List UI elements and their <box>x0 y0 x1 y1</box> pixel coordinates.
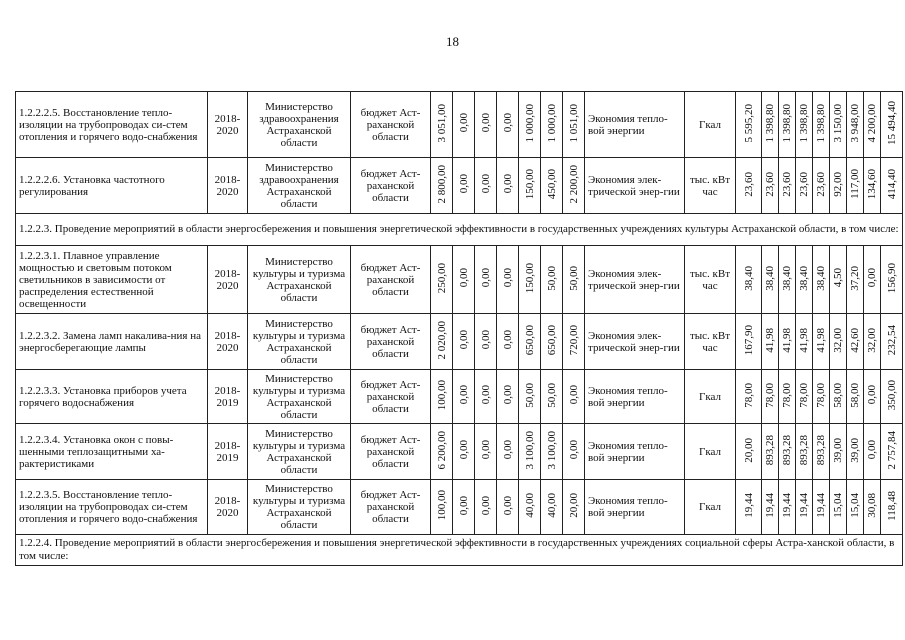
indicator-value-cell <box>864 246 881 314</box>
funding-value-cell <box>431 246 453 314</box>
funding-value-cell <box>475 246 497 314</box>
indicator-value-cell-value: 232,54 <box>885 324 898 356</box>
funding-value-cell-value: 650,00 <box>523 324 536 356</box>
page-number: 18 <box>446 34 459 49</box>
years-cell: 2018-2020 <box>208 314 248 370</box>
years-cell: 2018-2020 <box>208 92 248 158</box>
funding-value-cell <box>453 246 475 314</box>
funding-value-cell-value: 0,00 <box>501 113 514 133</box>
indicator-value-cell <box>736 370 762 424</box>
funding-value-cell-value: 3 051,00 <box>435 103 448 143</box>
indicator-cell: Экономия элек-трической энер-гии <box>585 246 685 314</box>
indicator-value-cell <box>736 92 762 158</box>
funding-value-cell-value: 2 020,00 <box>435 320 448 360</box>
funding-value-cell <box>519 424 541 480</box>
indicator-value-cell <box>736 424 762 480</box>
section-title: 1.2.2.3. Проведение мероприятий в области энергосбережения и повышения энергетической эффективности в государственных учреждениях культуры Астраханской области, в том числе: <box>16 214 903 246</box>
years-cell: 2018-2019 <box>208 424 248 480</box>
funding-value-cell-value: 2 800,00 <box>435 164 448 204</box>
executor-cell: Министерство здравоохранения Астраханской области <box>248 158 351 214</box>
indicator-value-cell <box>779 246 796 314</box>
indicator-value-cell <box>779 370 796 424</box>
years-cell: 2018-2020 <box>208 480 248 535</box>
indicator-value-cell-value: 78,00 <box>798 382 810 408</box>
indicator-value-cell-value: 19,44 <box>764 493 776 518</box>
indicator-value-cell-value: 20,00 <box>742 437 755 463</box>
funding-value-cell <box>563 480 585 535</box>
funding-value-cell-value: 0,00 <box>457 268 470 288</box>
executor-cell: Министерство культуры и туризма Астраханской области <box>248 246 351 314</box>
funding-value-cell-value: 20,00 <box>567 493 580 518</box>
funding-value-cell <box>497 246 519 314</box>
indicator-value-cell <box>813 246 830 314</box>
years-cell: 2018-2020 <box>208 158 248 214</box>
funding-value-cell-value: 50,00 <box>523 382 536 408</box>
unit-cell: Гкал <box>685 370 736 424</box>
funding-value-cell <box>519 92 541 158</box>
funding-value-cell <box>475 92 497 158</box>
funding-value-cell <box>519 480 541 535</box>
funding-value-cell-value: 0,00 <box>479 330 492 350</box>
indicator-value-cell-value: 2 757,84 <box>885 430 898 470</box>
unit-cell: тыс. кВт час <box>685 314 736 370</box>
indicator-value-cell <box>830 424 847 480</box>
indicator-value-cell <box>813 370 830 424</box>
indicator-value-cell <box>736 480 762 535</box>
indicator-value-cell <box>796 92 813 158</box>
indicator-value-cell-value: 414,40 <box>885 168 898 200</box>
funding-value-cell-value: 1 000,00 <box>523 103 536 143</box>
indicator-value-cell-value: 893,28 <box>781 434 793 466</box>
indicator-value-cell <box>779 314 796 370</box>
funding-source-cell: бюджет Аст-раханской области <box>351 158 431 214</box>
unit-cell: Гкал <box>685 424 736 480</box>
funding-value-cell <box>475 480 497 535</box>
indicator-value-cell <box>796 314 813 370</box>
funding-value-cell <box>453 158 475 214</box>
funding-value-cell <box>431 370 453 424</box>
indicator-value-cell <box>847 370 864 424</box>
funding-value-cell-value: 0,00 <box>457 113 470 133</box>
funding-value-cell <box>475 314 497 370</box>
indicator-value-cell <box>813 314 830 370</box>
funding-value-cell <box>541 480 563 535</box>
unit-cell: Гкал <box>685 92 736 158</box>
indicator-value-cell <box>796 246 813 314</box>
indicator-value-cell-value: 41,98 <box>815 327 827 353</box>
funding-value-cell-value: 450,00 <box>545 168 558 200</box>
funding-value-cell <box>475 370 497 424</box>
indicator-value-cell <box>830 158 847 214</box>
funding-value-cell <box>431 92 453 158</box>
indicator-value-cell-value: 30,08 <box>866 493 878 518</box>
indicator-value-cell-value: 37,20 <box>849 265 861 291</box>
indicator-value-cell-value: 19,44 <box>798 493 810 518</box>
indicator-value-cell-value: 19,44 <box>815 493 827 518</box>
indicator-value-cell <box>847 92 864 158</box>
funding-value-cell-value: 0,00 <box>479 174 492 194</box>
indicator-value-cell-value: 0,00 <box>866 268 878 288</box>
indicator-value-cell <box>864 314 881 370</box>
funding-value-cell <box>453 92 475 158</box>
indicator-value-cell-value: 0,00 <box>866 385 878 405</box>
indicator-value-cell <box>779 158 796 214</box>
funding-value-cell <box>541 92 563 158</box>
measures-table <box>15 91 903 566</box>
funding-value-cell <box>541 158 563 214</box>
table-row <box>16 480 903 535</box>
funding-value-cell-value: 100,00 <box>435 490 448 521</box>
funding-value-cell-value: 0,00 <box>479 268 492 288</box>
funding-value-cell <box>519 246 541 314</box>
indicator-cell: Экономия элек-трической энер-гии <box>585 158 685 214</box>
funding-value-cell-value: 250,00 <box>435 262 448 294</box>
funding-value-cell <box>563 158 585 214</box>
indicator-value-cell-value: 15,04 <box>832 493 844 518</box>
indicator-value-cell <box>736 246 762 314</box>
funding-value-cell-value: 0,00 <box>479 495 492 516</box>
indicator-value-cell <box>796 480 813 535</box>
funding-value-cell-value: 0,00 <box>501 330 514 350</box>
indicator-value-cell-value: 23,60 <box>781 171 793 197</box>
indicator-value-cell <box>864 158 881 214</box>
indicator-value-cell-value: 1 398,80 <box>764 103 776 143</box>
indicator-cell: Экономия тепло-вой энергии <box>585 480 685 535</box>
funding-source-cell: бюджет Аст-раханской области <box>351 92 431 158</box>
indicator-value-cell-value: 41,98 <box>781 327 793 353</box>
indicator-value-cell <box>847 424 864 480</box>
indicator-value-cell-value: 39,00 <box>832 437 844 463</box>
indicator-value-cell-value: 92,00 <box>832 171 844 197</box>
indicator-value-cell-value: 23,60 <box>764 171 776 197</box>
table-row <box>16 158 903 214</box>
indicator-value-cell-value: 5 595,20 <box>742 103 755 143</box>
measure-name: 1.2.2.3.2. Замена ламп накалива-ния на энергосберегающие лампы <box>16 314 208 370</box>
funding-value-cell <box>453 480 475 535</box>
indicator-value-cell-value: 38,40 <box>764 265 776 291</box>
funding-value-cell <box>431 424 453 480</box>
funding-value-cell-value: 0,00 <box>501 385 514 405</box>
funding-value-cell <box>475 158 497 214</box>
indicator-value-cell-value: 134,60 <box>866 168 878 200</box>
indicator-value-cell-value: 167,90 <box>742 324 755 356</box>
indicator-value-cell-value: 38,40 <box>815 265 827 291</box>
indicator-value-cell-value: 350,00 <box>885 379 898 411</box>
measure-name: 1.2.2.2.5. Восстановление тепло-изоляции на трубопроводах си-стем отопления и горячего водо-снабжения <box>16 92 208 158</box>
indicator-cell: Экономия тепло-вой энергии <box>585 424 685 480</box>
indicator-cell: Экономия элек-трической энер-гии <box>585 314 685 370</box>
executor-cell: Министерство культуры и туризма Астраханской области <box>248 480 351 535</box>
indicator-value-cell <box>864 370 881 424</box>
funding-value-cell <box>563 246 585 314</box>
indicator-value-cell <box>813 92 830 158</box>
measure-name: 1.2.2.3.1. Плавное управление мощностью и световым потоком светильников в зависимости от распределения естественной освещенности <box>16 246 208 314</box>
funding-value-cell-value: 0,00 <box>479 113 492 133</box>
indicator-value-cell <box>864 480 881 535</box>
funding-value-cell <box>519 370 541 424</box>
years-cell: 2018-2019 <box>208 370 248 424</box>
indicator-value-cell-value: 4,50 <box>832 268 844 288</box>
indicator-value-cell-value: 23,60 <box>815 171 827 197</box>
indicator-value-cell-value: 893,28 <box>798 434 810 466</box>
indicator-value-cell <box>881 246 903 314</box>
indicator-value-cell <box>864 92 881 158</box>
funding-value-cell <box>497 480 519 535</box>
funding-value-cell-value: 0,00 <box>457 440 470 460</box>
indicator-value-cell <box>881 370 903 424</box>
unit-cell: тыс. кВт час <box>685 246 736 314</box>
funding-source-cell: бюджет Аст-раханской области <box>351 246 431 314</box>
funding-value-cell-value: 6 200,00 <box>435 430 448 470</box>
indicator-value-cell-value: 38,40 <box>798 265 810 291</box>
funding-value-cell <box>497 314 519 370</box>
funding-value-cell <box>563 370 585 424</box>
funding-value-cell <box>563 92 585 158</box>
executor-cell: Министерство культуры и туризма Астраханской области <box>248 424 351 480</box>
funding-value-cell <box>453 370 475 424</box>
indicator-value-cell-value: 32,00 <box>832 327 844 353</box>
funding-value-cell-value: 0,00 <box>501 440 514 460</box>
indicator-value-cell <box>762 424 779 480</box>
section-title: 1.2.2.4. Проведение мероприятий в области энергосбережения и повышения энергетической эффективности в государственных учреждениях социальной сферы Астра-ханской области, в том числе: <box>16 535 903 566</box>
indicator-value-cell <box>796 370 813 424</box>
funding-value-cell-value: 0,00 <box>457 385 470 405</box>
funding-value-cell <box>453 424 475 480</box>
funding-value-cell <box>497 424 519 480</box>
executor-cell: Министерство культуры и туризма Астраханской области <box>248 370 351 424</box>
indicator-value-cell-value: 58,00 <box>849 382 861 408</box>
indicator-value-cell <box>762 370 779 424</box>
table-row <box>16 314 903 370</box>
indicator-value-cell-value: 1 398,80 <box>798 103 810 143</box>
funding-value-cell-value: 3 100,00 <box>545 430 558 470</box>
funding-source-cell: бюджет Аст-раханской области <box>351 370 431 424</box>
funding-value-cell <box>519 158 541 214</box>
indicator-value-cell-value: 1 398,80 <box>815 103 827 143</box>
indicator-value-cell <box>762 314 779 370</box>
indicator-value-cell-value: 19,44 <box>781 493 793 518</box>
measure-name: 1.2.2.2.6. Установка частотного регулирования <box>16 158 208 214</box>
indicator-cell: Экономия тепло-вой энергии <box>585 370 685 424</box>
indicator-value-cell <box>762 480 779 535</box>
funding-value-cell-value: 720,00 <box>567 324 580 356</box>
indicator-value-cell <box>847 480 864 535</box>
funding-value-cell-value: 650,00 <box>545 324 558 356</box>
funding-value-cell-value: 1 000,00 <box>545 103 558 143</box>
measure-name: 1.2.2.3.3. Установка приборов учета горячего водоснабжения <box>16 370 208 424</box>
funding-value-cell <box>541 314 563 370</box>
indicator-value-cell-value: 893,28 <box>815 434 827 466</box>
indicator-value-cell-value: 42,60 <box>849 327 861 353</box>
indicator-value-cell-value: 23,60 <box>798 171 810 197</box>
unit-cell: Гкал <box>685 480 736 535</box>
section-row <box>16 535 903 566</box>
indicator-value-cell <box>813 424 830 480</box>
funding-value-cell-value: 50,00 <box>567 265 580 291</box>
indicator-value-cell <box>847 158 864 214</box>
indicator-value-cell <box>881 480 903 535</box>
indicator-value-cell <box>830 370 847 424</box>
indicator-value-cell-value: 19,44 <box>742 493 755 518</box>
table-row <box>16 92 903 158</box>
funding-value-cell-value: 0,00 <box>501 268 514 288</box>
funding-value-cell-value: 0,00 <box>457 495 470 516</box>
funding-value-cell <box>541 424 563 480</box>
funding-value-cell-value: 50,00 <box>545 382 558 408</box>
section-row <box>16 214 903 246</box>
indicator-value-cell-value: 39,00 <box>849 437 861 463</box>
executor-cell: Министерство здравоохранения Астраханской области <box>248 92 351 158</box>
indicator-value-cell <box>830 246 847 314</box>
funding-value-cell-value: 1 051,00 <box>567 103 580 143</box>
funding-value-cell <box>541 370 563 424</box>
funding-source-cell: бюджет Аст-раханской области <box>351 314 431 370</box>
indicator-value-cell <box>762 158 779 214</box>
indicator-value-cell <box>736 158 762 214</box>
measure-name: 1.2.2.3.4. Установка окон с повы-шенными теплозащитными ха-рактеристиками <box>16 424 208 480</box>
table-row <box>16 424 903 480</box>
funding-value-cell-value: 150,00 <box>523 262 536 294</box>
funding-value-cell <box>563 424 585 480</box>
indicator-value-cell-value: 78,00 <box>781 382 793 408</box>
funding-value-cell-value: 50,00 <box>545 265 558 291</box>
funding-value-cell-value: 0,00 <box>567 385 580 405</box>
indicator-value-cell-value: 58,00 <box>832 382 844 408</box>
indicator-value-cell-value: 893,28 <box>764 434 776 466</box>
indicator-value-cell-value: 23,60 <box>742 171 755 197</box>
funding-value-cell <box>497 92 519 158</box>
indicator-value-cell-value: 0,00 <box>866 440 878 460</box>
indicator-value-cell <box>779 92 796 158</box>
indicator-value-cell-value: 156,90 <box>885 262 898 294</box>
executor-cell: Министерство культуры и туризма Астраханской области <box>248 314 351 370</box>
indicator-value-cell-value: 4 200,00 <box>866 103 878 143</box>
indicator-value-cell <box>881 314 903 370</box>
unit-cell: тыс. кВт час <box>685 158 736 214</box>
funding-value-cell-value: 0,00 <box>479 385 492 405</box>
measure-name: 1.2.2.3.5. Восстановление тепло-изоляции на трубопроводах си-стем отопления и горячего водо-снабжения <box>16 480 208 535</box>
funding-value-cell-value: 0,00 <box>457 174 470 194</box>
indicator-value-cell-value: 41,98 <box>764 327 776 353</box>
indicator-value-cell-value: 15,04 <box>849 493 861 518</box>
indicator-value-cell-value: 1 398,80 <box>781 103 793 143</box>
indicator-value-cell-value: 3 150,00 <box>832 103 844 143</box>
funding-value-cell <box>497 158 519 214</box>
indicator-value-cell <box>762 246 779 314</box>
funding-value-cell <box>541 246 563 314</box>
indicator-value-cell-value: 78,00 <box>742 382 755 408</box>
funding-value-cell <box>431 480 453 535</box>
indicator-value-cell <box>813 480 830 535</box>
indicator-value-cell <box>881 158 903 214</box>
indicator-value-cell <box>847 314 864 370</box>
indicator-value-cell <box>864 424 881 480</box>
indicator-value-cell-value: 117,00 <box>849 169 861 199</box>
indicator-value-cell-value: 38,40 <box>781 265 793 291</box>
indicator-value-cell <box>736 314 762 370</box>
funding-value-cell <box>563 314 585 370</box>
funding-value-cell-value: 0,00 <box>501 495 514 516</box>
funding-value-cell-value: 2 200,00 <box>567 164 580 204</box>
indicator-value-cell <box>762 92 779 158</box>
funding-value-cell-value: 0,00 <box>457 330 470 350</box>
funding-value-cell-value: 40,00 <box>545 493 558 518</box>
indicator-value-cell <box>847 246 864 314</box>
indicator-value-cell-value: 41,98 <box>798 327 810 353</box>
funding-value-cell-value: 40,00 <box>523 493 536 518</box>
indicator-value-cell-value: 118,48 <box>885 490 898 521</box>
table-row <box>16 246 903 314</box>
funding-value-cell <box>497 370 519 424</box>
funding-value-cell-value: 100,00 <box>435 379 448 411</box>
indicator-value-cell-value: 38,40 <box>742 265 755 291</box>
funding-value-cell <box>431 158 453 214</box>
indicator-value-cell <box>830 314 847 370</box>
funding-value-cell <box>475 424 497 480</box>
funding-value-cell <box>431 314 453 370</box>
indicator-value-cell-value: 78,00 <box>815 382 827 408</box>
funding-value-cell-value: 150,00 <box>523 168 536 200</box>
indicator-value-cell-value: 78,00 <box>764 382 776 408</box>
indicator-cell: Экономия тепло-вой энергии <box>585 92 685 158</box>
indicator-value-cell <box>796 158 813 214</box>
funding-value-cell <box>519 314 541 370</box>
indicator-value-cell <box>881 424 903 480</box>
funding-value-cell-value: 0,00 <box>479 440 492 460</box>
years-cell: 2018-2020 <box>208 246 248 314</box>
indicator-value-cell-value: 32,00 <box>866 327 878 353</box>
indicator-value-cell <box>813 158 830 214</box>
indicator-value-cell <box>796 424 813 480</box>
funding-value-cell-value: 0,00 <box>501 174 514 194</box>
indicator-value-cell <box>779 480 796 535</box>
funding-source-cell: бюджет Аст-раханской области <box>351 424 431 480</box>
funding-value-cell-value: 3 100,00 <box>523 430 536 470</box>
table-row <box>16 370 903 424</box>
funding-value-cell <box>453 314 475 370</box>
funding-value-cell-value: 0,00 <box>567 440 580 460</box>
indicator-value-cell <box>830 480 847 535</box>
indicator-value-cell <box>881 92 903 158</box>
indicator-value-cell <box>830 92 847 158</box>
indicator-value-cell-value: 3 948,00 <box>849 103 861 143</box>
indicator-value-cell <box>779 424 796 480</box>
funding-source-cell: бюджет Аст-раханской области <box>351 480 431 535</box>
indicator-value-cell-value: 15 494,40 <box>885 101 898 145</box>
